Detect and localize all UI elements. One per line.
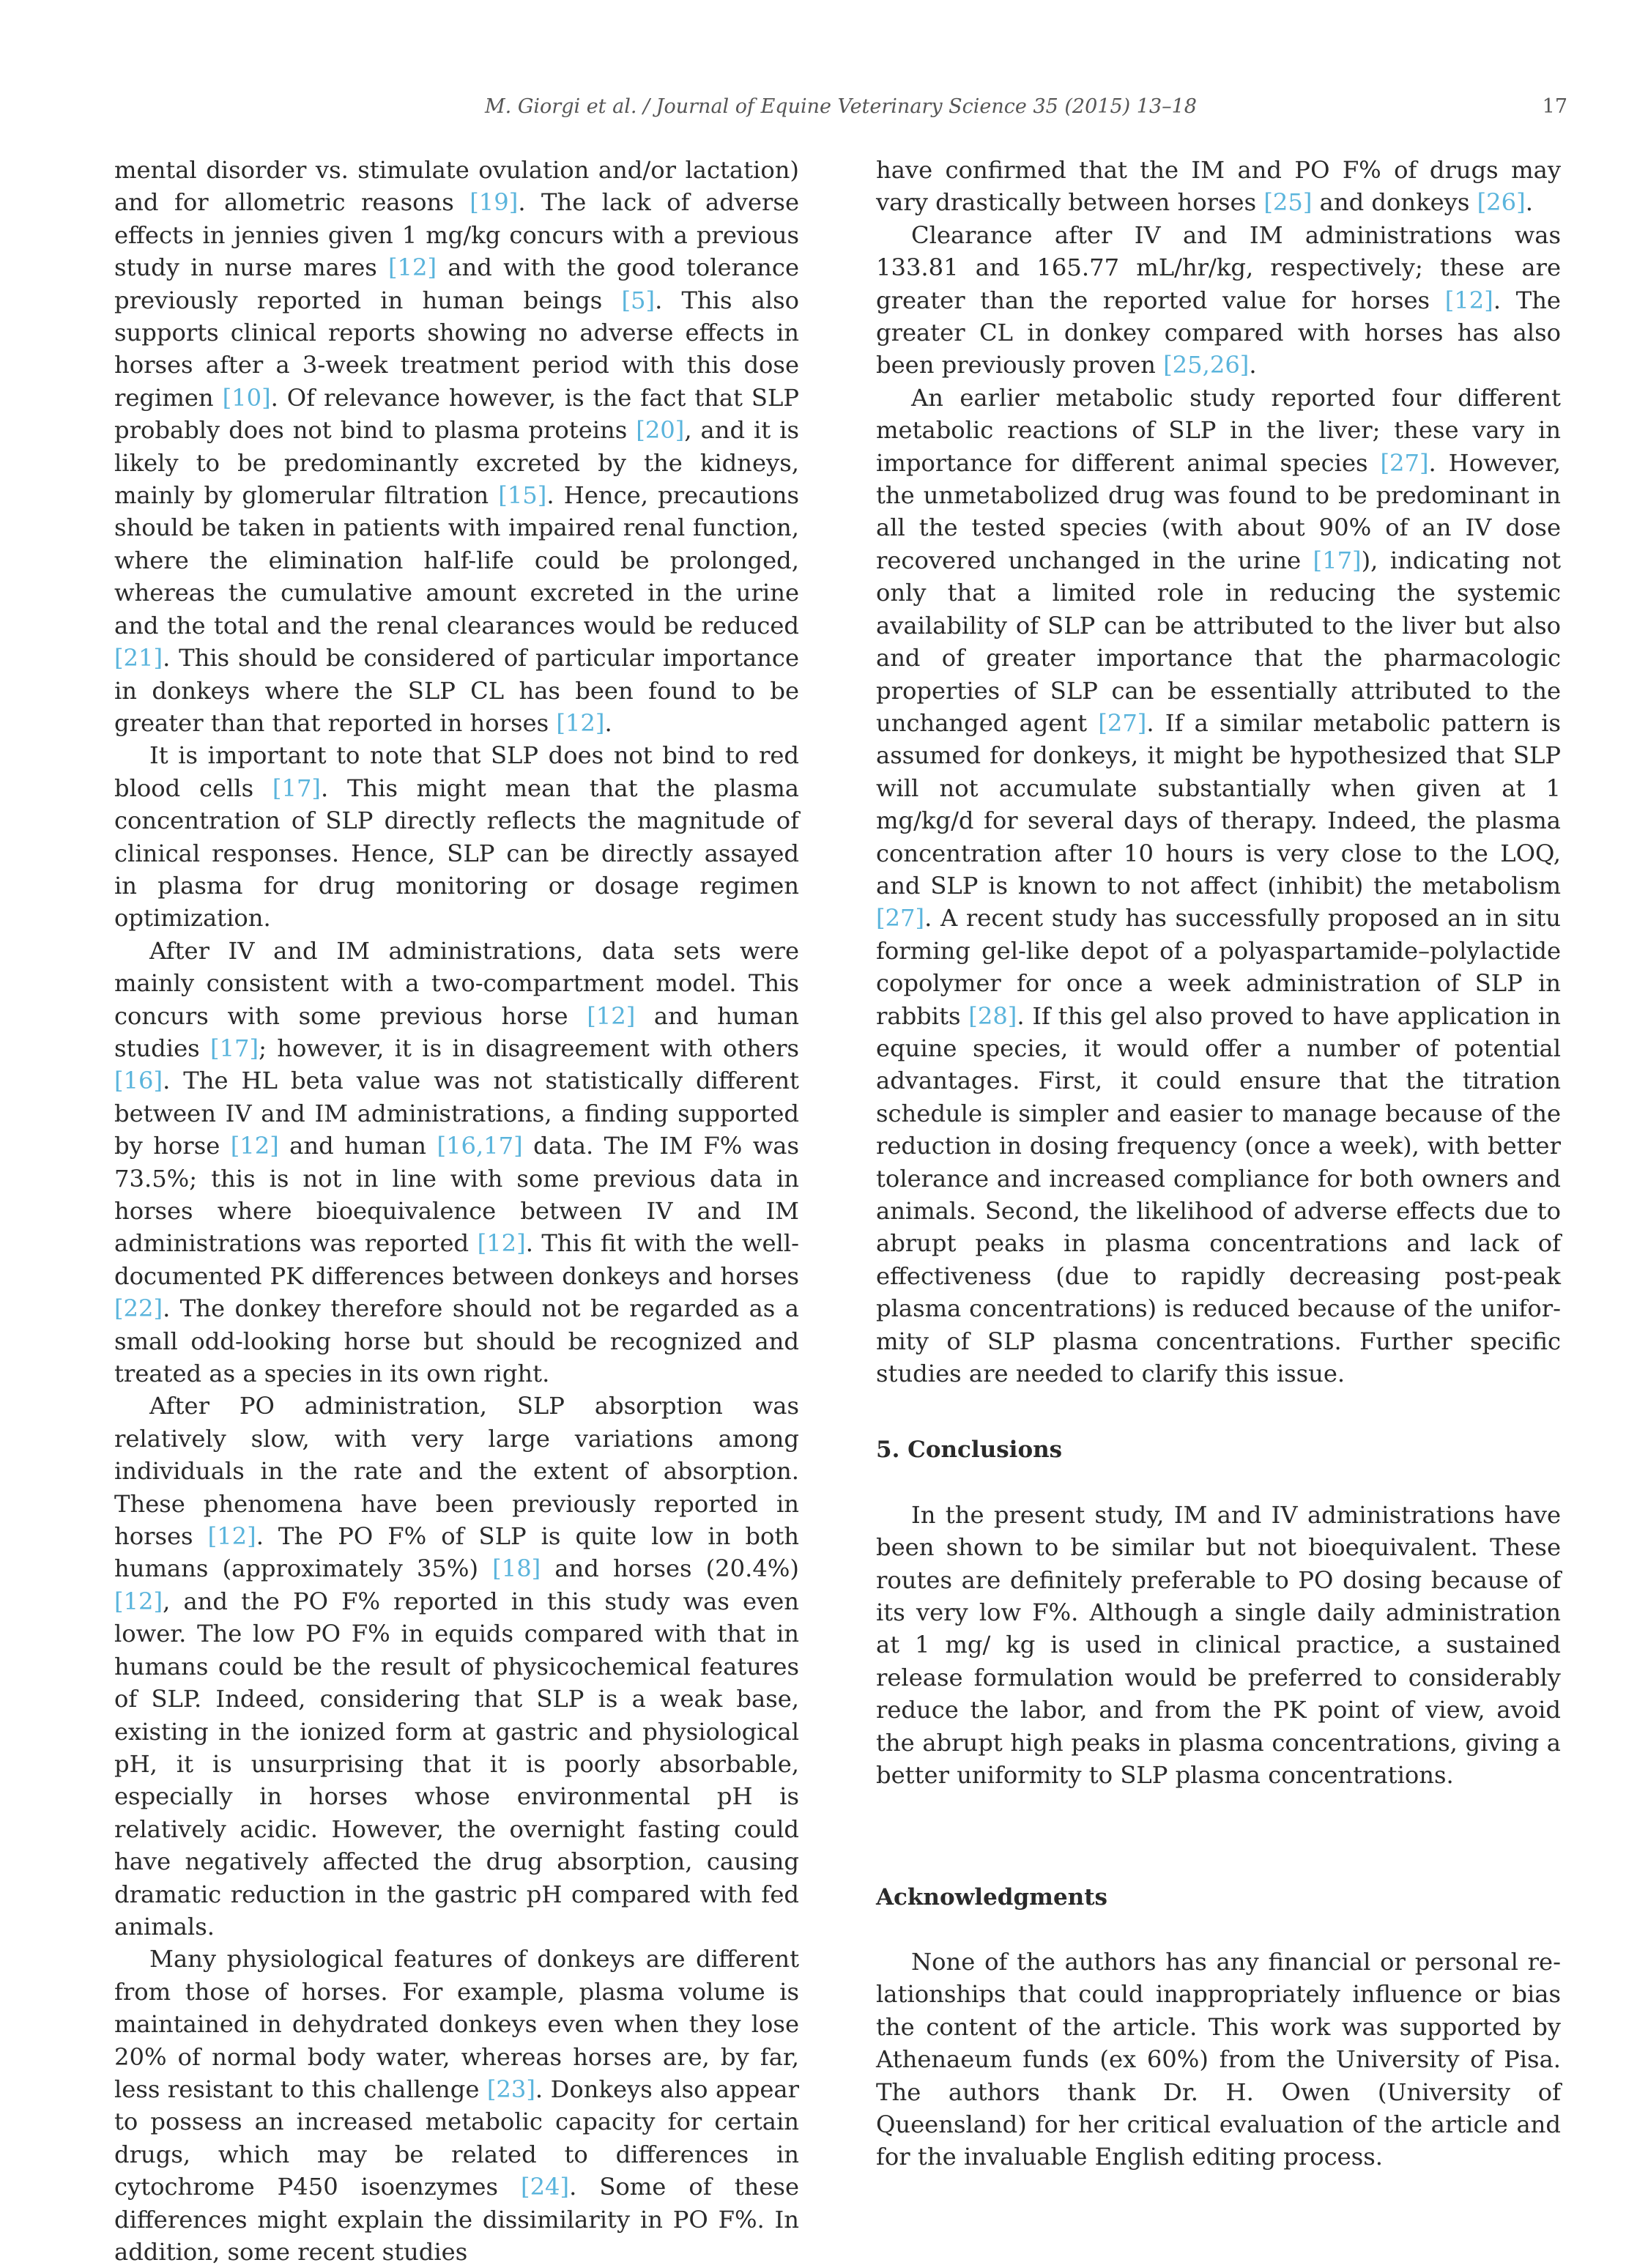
citation-link[interactable]: [12] (587, 1001, 636, 1030)
text-run: mental disorder vs. stimulate ovulation and/or lactation) and for allometric reasons (114, 156, 799, 217)
text-run: ; however, it is in disagreement with others (259, 1034, 799, 1062)
citation-link[interactable]: [18] (492, 1554, 541, 1583)
text-run: and human (278, 1132, 437, 1160)
paragraph (114, 739, 799, 934)
text-run: . If a similar metabolic pattern is assumed for donkeys, it might be hypothesized that SLP will not accumulate substantially when given at 1 mg/kg/d for several days of therapy. Indeed, the plasma concentration after 10 hours is very close to the LOQ, and SLP is known to not affect (inhibit) the metabolism (876, 708, 1562, 900)
text-run: After PO administration, SLP absorption was relatively slow, with very large variations among individuals in the rate and the extent of absorption. These phenomena have been previously reported in horses (114, 1392, 799, 1551)
text-run: Many physiological features of donkeys are different from those of horses. For example, plasma volume is maintained in dehydrated donkeys even when they lose 20% of normal body water, whereas horses are, by far, less resistant to this challenge (114, 1945, 799, 2103)
text-run: and horses (20.4%) (541, 1554, 799, 1583)
text-run: and donkeys (1312, 188, 1477, 217)
conclusions-paragraph (876, 1499, 1561, 1792)
text-run: . The PO F% of SLP is quite low in both humans (approximately 35%) (114, 1522, 800, 1583)
citation-link[interactable]: [12] (114, 1587, 163, 1615)
text-run: . (1249, 351, 1257, 379)
citation-link[interactable]: [12] (477, 1229, 526, 1258)
right-column (876, 154, 1561, 2174)
page-number: 17 (1542, 95, 1567, 118)
citation-link[interactable]: [25,26] (1163, 351, 1250, 379)
citation-link[interactable]: [12] (207, 1522, 256, 1551)
citation-link[interactable]: [20] (636, 416, 685, 445)
citation-link[interactable]: [10] (222, 383, 271, 412)
citation-link[interactable]: [5] (621, 286, 656, 314)
text-run: . (1525, 188, 1533, 217)
citation-link[interactable]: [12] (1444, 286, 1493, 314)
paragraph (876, 219, 1561, 382)
text-run: . Donkeys also appear to possess an increased metabolic capacity for certain drugs, which may be related to differences in cytochrome P450 isoenzymes (114, 2075, 799, 2201)
citation-link[interactable]: [12] (230, 1132, 279, 1160)
text-run: . The greater CL in donkey compared with horses has also been previously proven (876, 286, 1561, 379)
paragraph (114, 154, 799, 739)
citation-link[interactable]: [17] (210, 1034, 259, 1062)
text-run: In the present study, IM and IV administrations have been shown to be similar but not bioequivalent. These routes are definitely preferable to PO dosing because of its very low F%. Although a single daily administration at 1 mg/ kg is used in clinical practice, a sustained release formulation would be preferred to considerably reduce the labor, and from the PK point of view, avoid the abrupt high peaks in plasma concentrations, giving a better uniformity to SLP plasma concentrations. (876, 1500, 1561, 1790)
citation-link[interactable]: [12] (388, 253, 437, 282)
text-run: None of the authors has any financial or personal relationships that could inappropriately influence or bias the content of the article. This work was supported by Athenaeum funds (ex 60%) from the University of Pisa. The authors thank Dr. H. Owen (University of Queensland) for her critical evaluation of the article and for the invaluable English editing process. (876, 1947, 1561, 2171)
citation-link[interactable]: [21] (114, 644, 163, 672)
conclusions-heading: 5. Conclusions (876, 1437, 1063, 1464)
text-run: , and the PO F% reported in this study was even lower. The low PO F% in equids compared with that in humans could be the result of physicochemical features of SLP. Indeed, considering that SLP is a weak base, existing in the ionized form at gastric and physiological pH, it is unsurprising that it is poorly absorbable, especially in horses whose environmental pH is relatively acidic. However, the overnight fasting could have negatively affected the drug absorption, causing dramatic reduction in the gastric pH compared with fed animals. (114, 1587, 799, 1941)
citation-link[interactable]: [12] (556, 708, 605, 737)
citation-link[interactable]: [17] (272, 774, 321, 802)
citation-link[interactable]: [17] (1313, 546, 1362, 574)
citation-link[interactable]: [16,17] (437, 1132, 523, 1160)
text-run: , and it is likely to be predominantly excreted by the kidneys, mainly by glomerular filtration (114, 416, 799, 510)
text-run: . Hence, precautions should be taken in patients with impaired renal function, where the elimination half-life could be prolonged, whereas the cumulative amount excreted in the urine and the total and the renal clearances would be reduced (114, 481, 799, 640)
citation-link[interactable]: [19] (469, 188, 519, 217)
text-run: . The donkey therefore should not be regarded as a small odd-looking horse but should be recognized and treated as a species in its own right. (114, 1294, 799, 1388)
citation-link[interactable]: [26] (1477, 188, 1526, 217)
text-run: and with the good tolerance previously reported in human beings (114, 253, 799, 314)
citation-link[interactable]: [16] (114, 1067, 163, 1095)
left-column (114, 154, 799, 2268)
paragraph (876, 382, 1561, 1390)
text-run: and human studies (114, 1001, 799, 1062)
paragraph (114, 1943, 799, 2268)
citation-link[interactable]: [27] (1098, 708, 1147, 737)
citation-link[interactable]: [25] (1263, 188, 1313, 217)
page-header (114, 95, 1567, 125)
acknowledgments-heading: Acknowledgments (876, 1883, 1107, 1911)
text-run: . This should be considered of particular importance in donkeys where the SLP CL has been found to be greater than that reported in horses (114, 644, 799, 737)
text-run: . (604, 708, 612, 737)
text-run: . This fit with the well-documented PK differences between donkeys and horses (114, 1229, 799, 1290)
text-run: . The lack of adverse effects in jennies given 1 mg/kg concurs with a previous study in nurse mares (114, 188, 799, 282)
text-run: . Some of these differences might explain the dissimilarity in PO F%. In addition, some recent studies (114, 2173, 799, 2266)
citation-link[interactable]: [23] (486, 2075, 535, 2103)
text-run: After IV and IM administrations, data sets were mainly consistent with a two-compartment model. This concurs with some previous horse (114, 936, 799, 1030)
paragraph (114, 935, 799, 1390)
citation-link[interactable]: [27] (876, 904, 925, 933)
text-run: . However, the unmetabolized drug was found to be predominant in all the tested species (with about 90% of an IV dose recovered unchanged in the urine (876, 448, 1561, 574)
text-run: Clearance after IV and IM administrations was 133.81 and 165.77 mL/hr/kg, respectively; these are greater than the reported value for horses (876, 220, 1561, 314)
citation-link[interactable]: [27] (1380, 448, 1429, 477)
citation-link[interactable]: [24] (521, 2173, 570, 2201)
paragraph (114, 1390, 799, 1943)
citation-link[interactable]: [28] (968, 1001, 1017, 1030)
text-run: . A recent study has successfully proposed an in situ forming gel-like depot of a polyaspartamide–polylactide copolymer for once a week administration of SLP in rabbits (876, 904, 1561, 1030)
text-run: It is important to note that SLP does not bind to red blood cells (114, 741, 799, 802)
running-title: M. Giorgi et al. / Journal of Equine Veterinary Science 35 (2015) 13–18 (485, 95, 1197, 118)
text-run: . This also supports clinical reports showing no adverse effects in horses after a 3-week treatment period with this dose regimen (114, 286, 799, 412)
text-run: . If this gel also proved to have application in equine species, it would offer a number of potential advantages. First, it could ensure that the titration schedule is simpler and easier to manage because of the reduction in dosing frequency (once a week), with better tolerance and increased compliance for both owners and animals. Second, the likelihood of adverse effects due to abrupt peaks in plasma concentrations and lack of effectiveness (due to rapidly decreasing post-peak plasma concentrations) is reduced because of the uniformity of SLP plasma concentrations. Further specific studies are needed to clarify this issue. (876, 1001, 1561, 1388)
text-run: An earlier metabolic study reported four different metabolic reactions of SLP in the liver; these vary in importance for different animal species (876, 383, 1561, 477)
citation-link[interactable]: [22] (114, 1294, 163, 1323)
text-run: . The HL beta value was not statistically different between IV and IM administrations, a finding supported by horse (114, 1067, 799, 1160)
citation-link[interactable]: [15] (498, 481, 547, 510)
text-run: data. The IM F% was 73.5%; this is not in line with some previous data in horses where bioequivalence between IV and IM administrations was reported (114, 1132, 800, 1258)
text-run: . This might mean that the plasma concentration of SLP directly reflects the magnitude of clinical responses. Hence, SLP can be directly assayed in plasma for drug monitoring or dosage regimen optimization. (114, 774, 800, 933)
acknowledgments-paragraph (876, 1946, 1561, 2174)
paragraph (876, 154, 1561, 219)
text-run: have confirmed that the IM and PO F% of drugs may vary drastically between horses (876, 156, 1561, 217)
text-run: . Of relevance however, is the fact that SLP probably does not bind to plasma proteins (114, 383, 799, 445)
text-run: ), indicating not only that a limited role in reducing the systemic availability of SLP can be attributed to the liver but also and of greater importance that the pharmacologic properties of SLP can be essentially attributed to the unchanged agent (876, 546, 1562, 737)
